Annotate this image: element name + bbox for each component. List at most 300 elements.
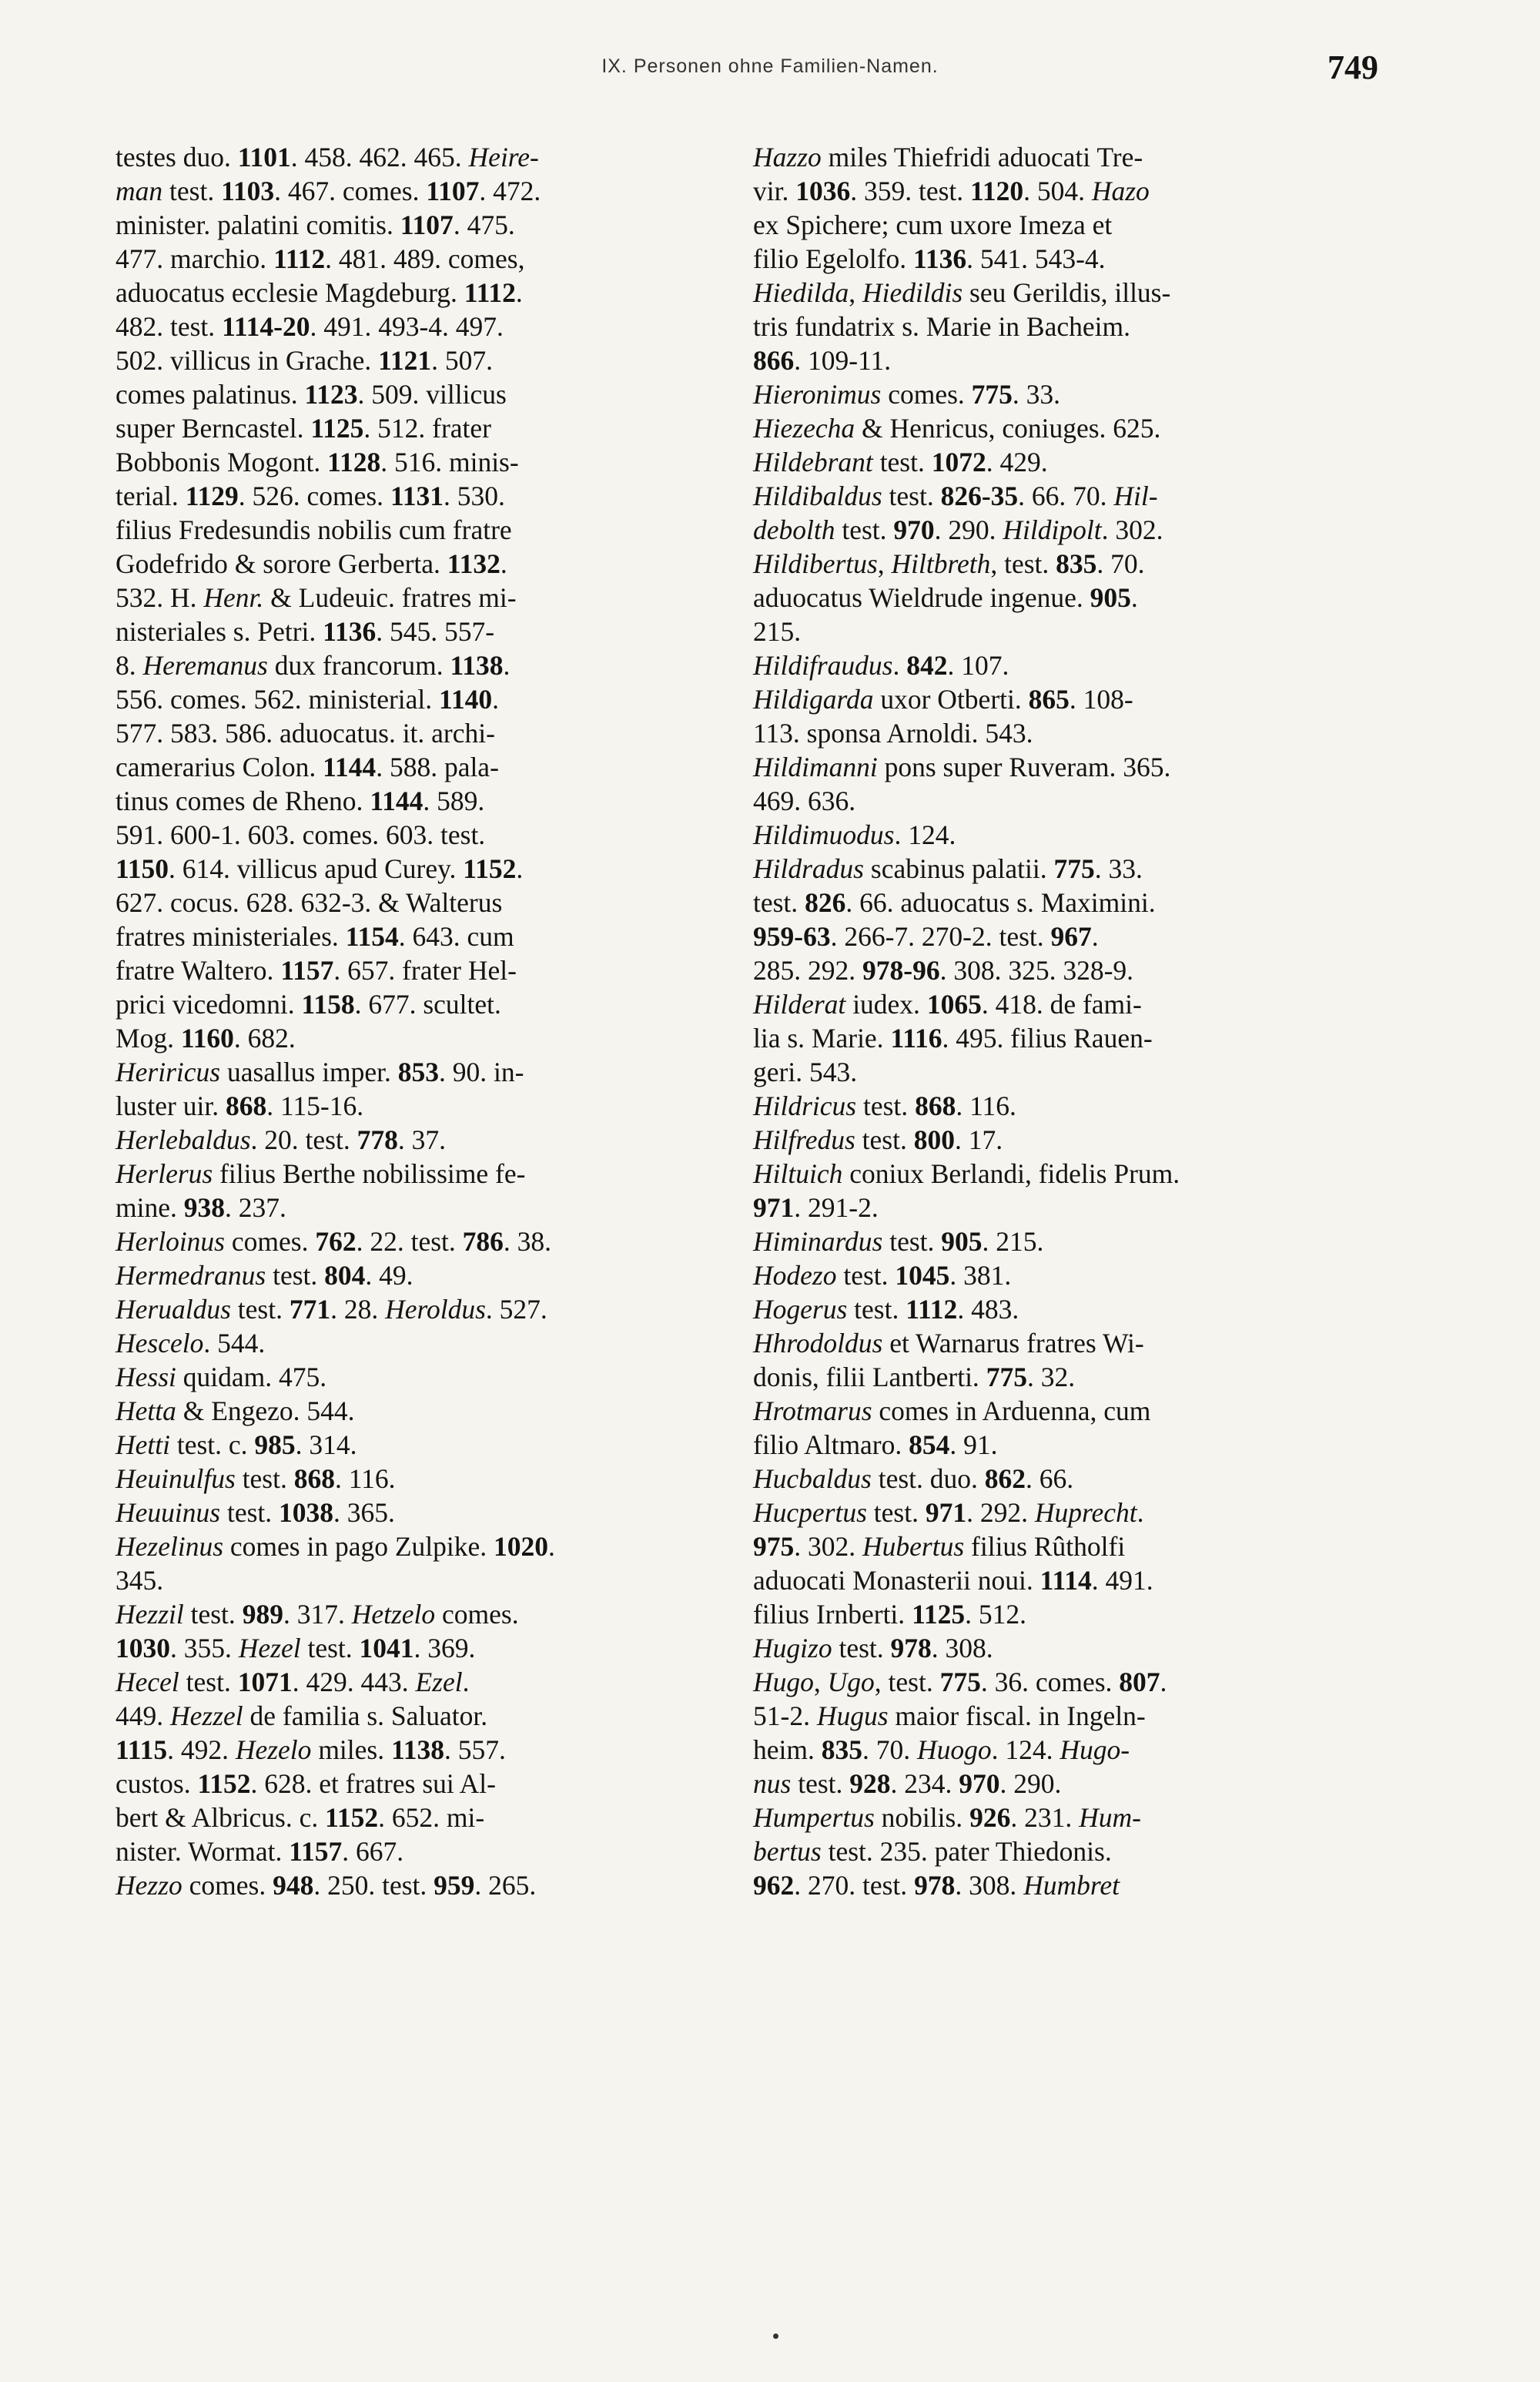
index-text: donis, filii Lantberti. — [753, 1362, 986, 1392]
index-line — [753, 1496, 1392, 1529]
index-text: . 231. — [1010, 1802, 1080, 1833]
index-line — [116, 1360, 755, 1394]
index-line — [753, 1394, 1392, 1428]
index-text: . 266-7. 270-2. test. — [830, 921, 1051, 952]
index-text: & Ludeuic. fratres mi- — [263, 582, 517, 613]
index-text: , — [877, 548, 892, 579]
charter-number: 1107 — [426, 176, 480, 206]
index-line — [116, 1225, 755, 1258]
index-text: 215. — [753, 616, 802, 647]
index-line — [116, 1597, 755, 1631]
index-line — [116, 479, 755, 513]
index-line — [753, 1157, 1392, 1191]
charter-number: 778 — [357, 1124, 398, 1155]
person-name: Hiltuich — [753, 1158, 843, 1189]
charter-number: 1072 — [931, 447, 986, 477]
index-text: . 530. — [443, 481, 505, 511]
index-line — [116, 1326, 755, 1360]
index-line — [753, 1428, 1392, 1462]
index-text: maior fiscal. in Ingeln- — [888, 1700, 1146, 1731]
index-line — [116, 581, 755, 615]
charter-number: 1101 — [237, 142, 291, 173]
index-text: . 677. scultet. — [354, 989, 501, 1020]
charter-number: 1036 — [795, 176, 851, 206]
index-line — [753, 445, 1392, 479]
charter-number: 1136 — [323, 616, 377, 647]
index-text: test. — [235, 1463, 294, 1494]
index-text: . 507. — [431, 345, 494, 376]
charter-number: 1158 — [301, 989, 355, 1020]
index-text: tinus comes de Rheno. — [116, 786, 370, 816]
charter-number: 862 — [984, 1463, 1026, 1494]
index-text: , test. — [990, 548, 1056, 579]
index-text: . 237. — [224, 1192, 286, 1223]
index-text: fratres ministeriales. — [116, 921, 346, 952]
person-name: Hazo — [1091, 176, 1150, 206]
index-text: . 589. — [423, 786, 485, 816]
index-text: . 492. — [167, 1734, 236, 1765]
person-name: Hezelinus — [116, 1531, 224, 1562]
charter-number: 1138 — [450, 650, 504, 681]
index-text: . 17. — [954, 1124, 1003, 1155]
index-text: iudex. — [845, 989, 927, 1020]
left-column — [116, 140, 755, 1902]
index-text: . — [1091, 921, 1099, 952]
person-name: Hiltbreth — [891, 548, 991, 579]
index-line — [753, 377, 1392, 411]
person-name: Hucbaldus — [753, 1463, 872, 1494]
index-line — [116, 1631, 755, 1665]
index-text: dux francorum. — [267, 650, 450, 681]
index-text: Bobbonis Mogont. — [116, 447, 328, 477]
index-text: nister. Wormat. — [116, 1836, 290, 1867]
index-line — [116, 1428, 755, 1462]
index-line — [116, 852, 755, 886]
person-name: Ugo — [827, 1667, 875, 1697]
charter-number: 775 — [986, 1362, 1027, 1392]
index-text: minister. palatini comitis. — [116, 209, 400, 240]
charter-number: 1157 — [280, 955, 334, 986]
person-name: man — [116, 176, 163, 206]
index-text: test. — [835, 514, 894, 545]
index-text: testes duo. — [116, 142, 238, 173]
index-text: scabinus palatii. — [864, 853, 1054, 884]
charter-number: 1125 — [310, 413, 364, 444]
index-line — [753, 682, 1392, 716]
index-text: test. — [882, 1226, 942, 1257]
charter-number: 868 — [915, 1090, 956, 1121]
charter-number: 1038 — [279, 1497, 334, 1528]
index-line — [753, 1834, 1392, 1868]
index-line — [116, 1157, 755, 1191]
person-name: Hildibertus — [753, 548, 878, 579]
index-line — [753, 1258, 1392, 1292]
charter-number: 1150 — [116, 853, 169, 884]
person-name: Hildebrant — [753, 447, 873, 477]
index-text: pons super Ruveram. 365. — [877, 752, 1171, 782]
index-text: miles Thiefridi aduocati Tre- — [821, 142, 1143, 173]
index-text: . 667. — [342, 1836, 404, 1867]
index-text: . 33. — [1094, 853, 1143, 884]
charter-number: 978 — [914, 1870, 956, 1901]
index-text: . 70. — [1096, 548, 1145, 579]
index-line — [116, 1462, 755, 1496]
charter-number: 1112 — [273, 243, 326, 274]
index-text: . 124. — [894, 819, 956, 850]
index-text: . 37. — [397, 1124, 446, 1155]
charter-number: 1140 — [439, 684, 493, 715]
charter-number: 775 — [971, 379, 1013, 410]
index-text: comes in pago Zulpike. — [223, 1531, 494, 1562]
person-name: Hildifraudus — [753, 650, 893, 681]
index-line — [116, 310, 755, 343]
index-text: test. — [183, 1599, 243, 1630]
index-text: . 557. — [444, 1734, 506, 1765]
index-text: . 381. — [949, 1260, 1012, 1291]
index-text: Mog. — [116, 1023, 181, 1054]
index-line — [753, 784, 1392, 818]
index-text: test. — [162, 176, 222, 206]
person-name: nus — [753, 1768, 792, 1799]
index-text: . 314. — [295, 1429, 357, 1460]
person-name: Hugo — [753, 1667, 814, 1697]
index-text: . — [492, 684, 499, 715]
index-line — [753, 174, 1392, 208]
index-text: . 512. — [965, 1599, 1026, 1630]
charter-number: 978 — [890, 1633, 932, 1663]
index-line — [116, 1767, 755, 1801]
index-text: tris fundatrix s. Marie in Bacheim. — [753, 311, 1130, 342]
index-text: . 20. test. — [250, 1124, 357, 1155]
index-text: mine. — [116, 1192, 184, 1223]
person-name: Hubertus — [862, 1531, 965, 1562]
index-text: test. — [266, 1260, 325, 1291]
index-text: . 544. — [203, 1328, 266, 1359]
index-text: comes palatinus. — [116, 379, 305, 410]
person-name: Hilfredus — [753, 1124, 855, 1155]
index-line — [753, 1733, 1392, 1767]
charter-number: 1144 — [323, 752, 377, 782]
person-name: Heuinulfus — [116, 1463, 236, 1494]
index-text: . 682. — [233, 1023, 296, 1054]
index-text: . 38. — [503, 1226, 552, 1257]
index-text: test. — [230, 1294, 290, 1325]
index-text: & Engezo. 544. — [176, 1395, 355, 1426]
index-text: miles. — [311, 1734, 391, 1765]
index-text: uasallus imper. — [220, 1057, 398, 1087]
charter-number: 905 — [1090, 582, 1131, 613]
index-text: test. — [791, 1768, 850, 1799]
index-line — [753, 140, 1392, 174]
index-line — [116, 411, 755, 445]
person-name: Hezel — [238, 1633, 301, 1663]
index-line — [753, 1021, 1392, 1055]
charter-number: 1120 — [970, 176, 1024, 206]
index-text: . 588. pala- — [376, 752, 499, 782]
index-text: . 108- — [1069, 684, 1133, 715]
index-line — [116, 445, 755, 479]
person-name: Hildipolt — [1003, 514, 1102, 545]
person-name: Heroldus — [385, 1294, 486, 1325]
index-text: . 116. — [956, 1090, 1016, 1121]
charter-number: 865 — [1028, 684, 1070, 715]
index-line — [116, 513, 755, 547]
index-text: . — [1160, 1667, 1167, 1697]
charter-number: 1144 — [370, 786, 424, 816]
index-text: . 234. — [890, 1768, 959, 1799]
charter-number: 786 — [462, 1226, 504, 1257]
index-text: custos. — [116, 1768, 198, 1799]
charter-number: 1103 — [221, 176, 275, 206]
index-text: . 91. — [949, 1429, 998, 1460]
index-text: super Berncastel. — [116, 413, 311, 444]
index-text: test. c. — [169, 1429, 255, 1460]
index-line — [116, 1496, 755, 1529]
index-text: ex Spichere; cum uxore Imeza et — [753, 209, 1113, 240]
index-text: . 541. 543-4. — [966, 243, 1106, 274]
index-text: . 250. test. — [313, 1870, 434, 1901]
person-name: Heuuinus — [116, 1497, 221, 1528]
index-line — [753, 716, 1392, 750]
charter-number: 1152 — [197, 1768, 251, 1799]
index-text: test. — [179, 1667, 238, 1697]
index-text: comes in Arduenna, cum — [872, 1395, 1151, 1426]
index-text: . 418. de fami- — [981, 989, 1142, 1020]
person-name: Herlerus — [116, 1158, 213, 1189]
person-name: Huogo — [916, 1734, 992, 1765]
index-line — [753, 242, 1392, 276]
charter-number: 962 — [753, 1870, 795, 1901]
charter-number: 1114 — [1040, 1565, 1092, 1596]
index-text: . 527. — [485, 1294, 547, 1325]
index-text: . 107. — [947, 650, 1009, 681]
index-text: , test. — [874, 1667, 940, 1697]
index-line — [753, 1699, 1392, 1733]
index-text: . 22. test. — [356, 1226, 463, 1257]
person-name: Heriricus — [116, 1057, 221, 1087]
index-line — [753, 1191, 1392, 1225]
index-line — [116, 750, 755, 784]
index-text: . 657. frater Hel- — [333, 955, 517, 986]
charter-number: 970 — [959, 1768, 1000, 1799]
index-text: fratre Waltero. — [116, 955, 281, 986]
index-line — [753, 1767, 1392, 1801]
index-line — [753, 1360, 1392, 1394]
index-line — [116, 1529, 755, 1563]
charter-number: 1065 — [926, 989, 982, 1020]
index-text: . 369. — [413, 1633, 476, 1663]
index-text: . 302. — [1101, 514, 1163, 545]
index-text: . 270. test. — [794, 1870, 915, 1901]
index-line — [753, 1055, 1392, 1089]
person-name: Hildigarda — [753, 684, 874, 715]
person-name: Hum- — [1079, 1802, 1141, 1833]
index-text: . 265. — [474, 1870, 537, 1901]
charter-number: 985 — [254, 1429, 296, 1460]
index-text: . 302. — [794, 1531, 862, 1562]
charter-number: 959 — [434, 1870, 475, 1901]
charter-number: 970 — [893, 514, 935, 545]
index-text: test. 235. pater Thiedonis. — [821, 1836, 1112, 1867]
index-text: . — [1137, 1497, 1144, 1528]
index-line — [116, 1868, 755, 1902]
index-line — [753, 1631, 1392, 1665]
index-text: . 66. aduocatus s. Maximini. — [845, 887, 1156, 918]
charter-number: 1132 — [447, 548, 500, 579]
charter-number: 928 — [849, 1768, 891, 1799]
index-text: comes. — [435, 1599, 519, 1630]
index-text: . 28. — [330, 1294, 386, 1325]
index-line — [116, 343, 755, 377]
index-text: . 70. — [862, 1734, 917, 1765]
index-text: test. — [832, 1633, 891, 1663]
charter-number: 926 — [969, 1802, 1011, 1833]
index-line — [753, 479, 1392, 513]
person-name: Herlebaldus — [116, 1124, 251, 1155]
index-text: quidam. 475. — [176, 1362, 327, 1392]
index-text: . 33. — [1012, 379, 1061, 410]
person-name: Hilderat — [753, 989, 846, 1020]
index-text: . 317. — [283, 1599, 352, 1630]
index-text: terial. — [116, 481, 186, 511]
index-line — [116, 1699, 755, 1733]
index-line — [753, 1597, 1392, 1631]
index-text: test. — [300, 1633, 360, 1663]
index-text: . — [462, 1667, 470, 1697]
index-text: . 292. — [966, 1497, 1035, 1528]
index-text: . 467. comes. — [274, 176, 427, 206]
charter-number: 1071 — [237, 1667, 293, 1697]
index-line — [116, 174, 755, 208]
index-text: lia s. Marie. — [753, 1023, 891, 1054]
index-text: filius Rûtholfi — [964, 1531, 1126, 1562]
index-text: . 472. — [479, 176, 541, 206]
index-text: 449. — [116, 1700, 170, 1731]
charter-number: 1115 — [116, 1734, 168, 1765]
index-text: . 308. — [931, 1633, 993, 1663]
index-text: . 491. 493-4. 497. — [310, 311, 504, 342]
person-name: Hetta — [116, 1395, 176, 1426]
person-name: Hucpertus — [753, 1497, 867, 1528]
index-text: test. — [882, 481, 941, 511]
index-text: . 116. — [335, 1463, 396, 1494]
index-text: test. — [855, 1124, 914, 1155]
index-text: luster uir. — [116, 1090, 226, 1121]
index-line — [116, 208, 755, 242]
index-line — [116, 716, 755, 750]
charter-number: 835 — [1056, 548, 1097, 579]
index-line — [116, 242, 755, 276]
index-text: et Warnarus fratres Wi- — [882, 1328, 1144, 1359]
index-text: . 481. 489. comes, — [325, 243, 525, 274]
charter-number: 1136 — [913, 243, 967, 274]
index-line — [753, 547, 1392, 581]
index-text: test. — [753, 887, 805, 918]
index-text: . 290. — [999, 1768, 1062, 1799]
index-text: 556. comes. 562. ministerial. — [116, 684, 440, 715]
charter-number: 1123 — [304, 379, 358, 410]
index-text: . 291-2. — [794, 1192, 879, 1223]
index-line — [116, 1089, 755, 1123]
index-line — [116, 1191, 755, 1225]
person-name: Hugizo — [753, 1633, 832, 1663]
index-text: camerarius Colon. — [116, 752, 323, 782]
charter-number: 1030 — [116, 1633, 170, 1663]
index-text: 502. villicus in Grache. — [116, 345, 379, 376]
charter-number: 1125 — [912, 1599, 966, 1630]
person-name: Hieronimus — [753, 379, 882, 410]
person-name: Hildibaldus — [753, 481, 882, 511]
index-line — [116, 648, 755, 682]
charter-number: 771 — [289, 1294, 331, 1325]
charter-number: 989 — [242, 1599, 283, 1630]
index-text: . 124. — [991, 1734, 1060, 1765]
page-header — [0, 48, 1540, 94]
index-text: 113. sponsa Arnoldi. 543. — [753, 718, 1033, 749]
charter-number: 854 — [909, 1429, 950, 1460]
charter-number: 1045 — [895, 1260, 950, 1291]
index-line — [116, 1394, 755, 1428]
index-text: . 66. 70. — [1018, 481, 1114, 511]
charter-number: 905 — [941, 1226, 983, 1257]
person-name: Himinardus — [753, 1226, 883, 1257]
right-column — [753, 140, 1392, 1902]
index-text: 477. marchio. — [116, 243, 274, 274]
index-text: . 32. — [1026, 1362, 1076, 1392]
index-line — [753, 1123, 1392, 1157]
footer-mark — [773, 2333, 778, 2339]
person-name: Hildimuodus — [753, 819, 895, 850]
index-text: 8. — [116, 650, 143, 681]
index-line — [116, 1292, 755, 1326]
charter-number: 938 — [183, 1192, 225, 1223]
index-line — [753, 1665, 1392, 1699]
index-line — [753, 208, 1392, 242]
index-text: comes. — [881, 379, 972, 410]
index-text: comes. — [225, 1226, 316, 1257]
index-text: 532. H. — [116, 582, 204, 613]
index-line — [116, 1021, 755, 1055]
index-line — [753, 343, 1392, 377]
index-line — [753, 513, 1392, 547]
index-line — [753, 1089, 1392, 1123]
index-text: . 308. 325. 328-9. — [939, 955, 1134, 986]
index-text: test. — [872, 447, 932, 477]
index-text: . 49. — [365, 1260, 413, 1291]
index-text: . 215. — [982, 1226, 1044, 1257]
index-text: test. — [836, 1260, 896, 1291]
charter-number: 835 — [821, 1734, 862, 1765]
index-text: . 545. 557- — [376, 616, 495, 647]
index-text: . — [500, 548, 507, 579]
index-line — [753, 750, 1392, 784]
index-text: . 355. — [170, 1633, 239, 1663]
index-line — [753, 818, 1392, 852]
charter-number: 1121 — [378, 345, 432, 376]
charter-number: 1129 — [185, 481, 239, 511]
index-text: nobilis. — [874, 1802, 970, 1833]
index-text: . 483. — [957, 1294, 1019, 1325]
charter-number: 853 — [397, 1057, 440, 1087]
person-name: debolth — [753, 514, 835, 545]
charter-number: 866 — [753, 345, 795, 376]
person-name: Hhrodoldus — [753, 1328, 883, 1359]
index-line — [116, 953, 755, 987]
index-line — [116, 547, 755, 581]
index-text: vir. — [753, 176, 796, 206]
index-text: . 652. mi- — [378, 1802, 485, 1833]
index-line — [116, 818, 755, 852]
